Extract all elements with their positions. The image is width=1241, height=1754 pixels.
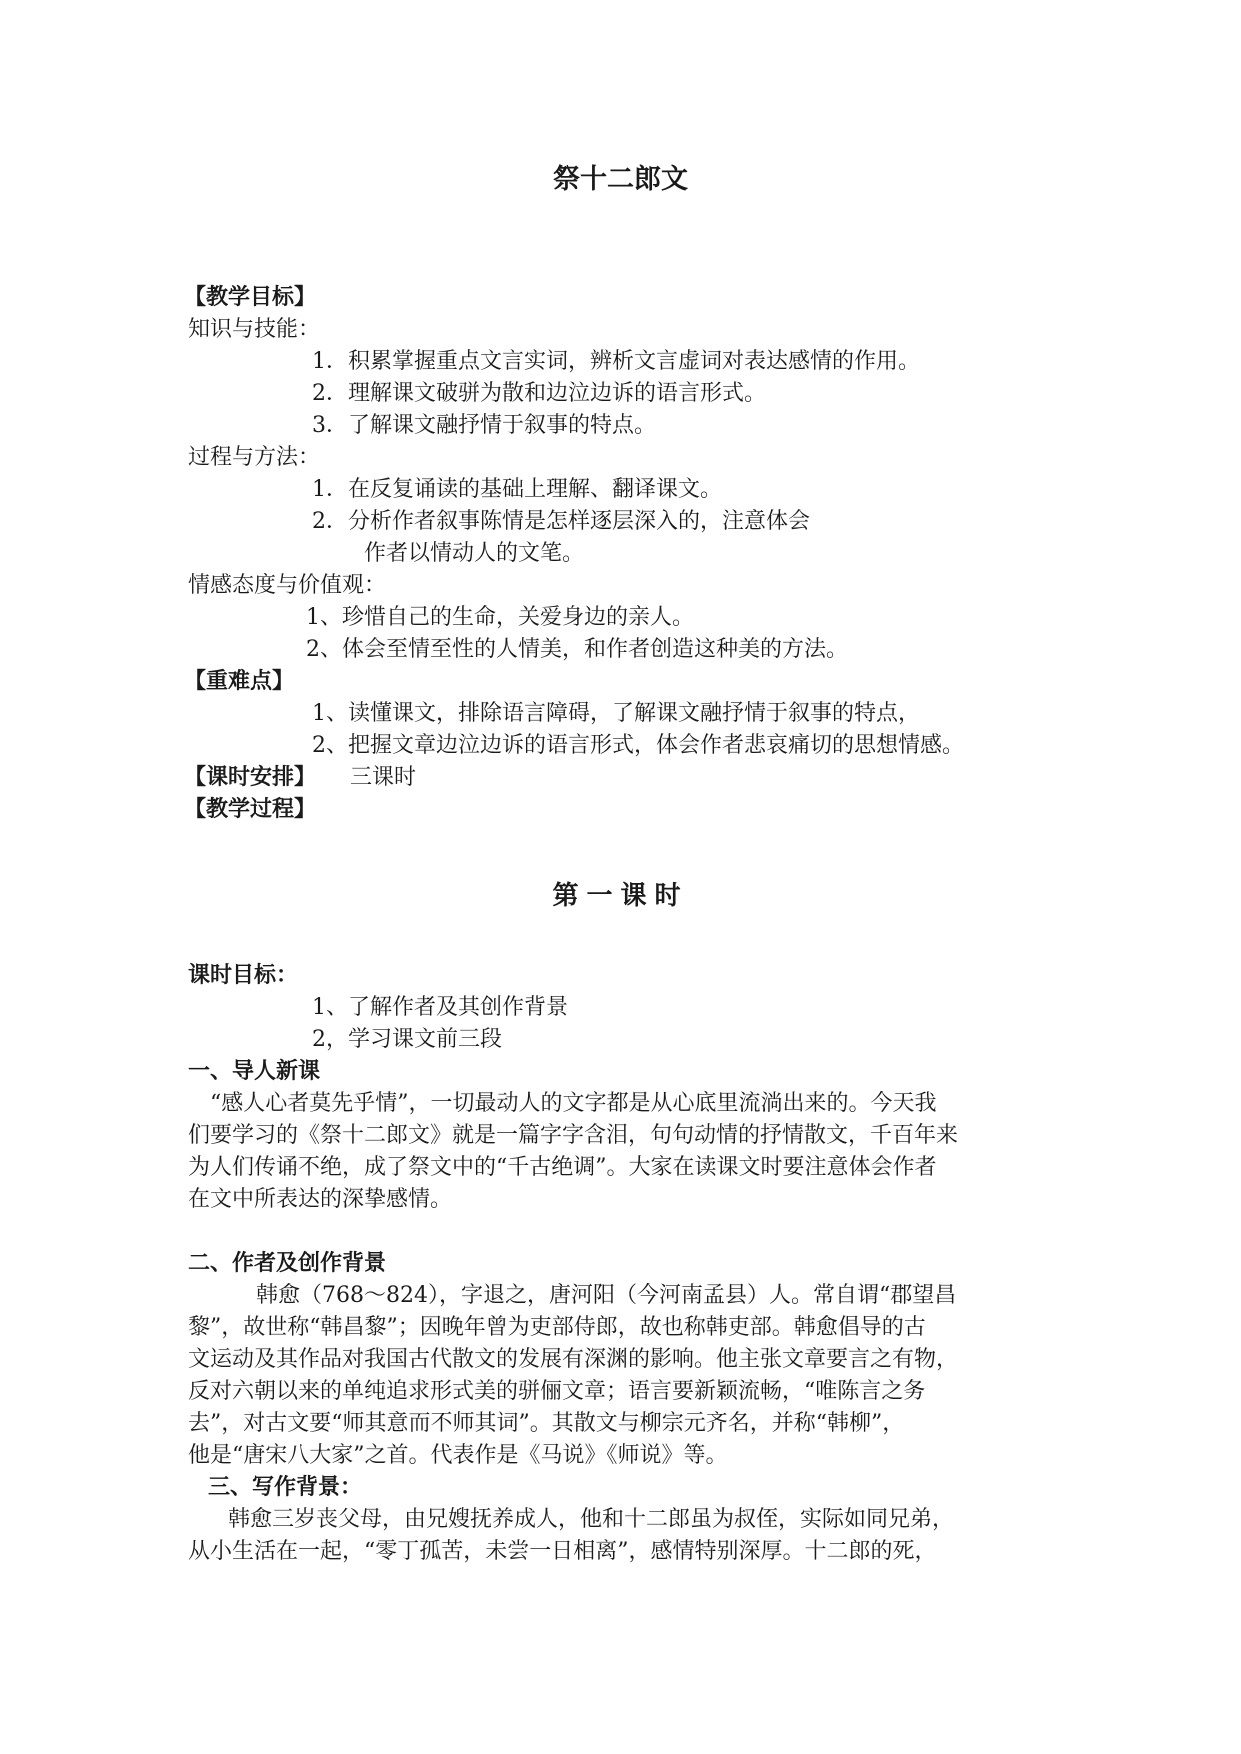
process-label: 过程与方法：: [188, 445, 321, 470]
paragraph-line: 们要学习的《祭十二郎文》就是一篇字字含泪，句句动情的抒情散文，千百年来: [188, 1123, 959, 1148]
paragraph-line: 在文中所表达的深挚感情。: [188, 1187, 453, 1212]
section-heading-background: 三、写作背景：: [208, 1475, 363, 1500]
key-point-item: 1、读懂课文，排除语言障碍，了解课文融抒情于叙事的特点，: [312, 701, 920, 726]
lesson-goal-label: 课时目标：: [188, 963, 299, 988]
key-point-item: 2、把握文章边泣边诉的语言形式，体会作者悲哀痛切的思想情感。: [312, 733, 964, 758]
emotion-label: 情感态度与价值观：: [188, 573, 387, 598]
knowledge-item: 1．积累掌握重点文言实词，辨析文言虚词对表达感情的作用。: [312, 349, 920, 374]
schedule-heading: 【课时安排】: [184, 765, 317, 790]
emotion-item: 2、体会至情至性的人情美，和作者创造这种美的方法。: [306, 637, 848, 662]
section-heading-intro: 一、导人新课: [188, 1059, 321, 1084]
schedule-value: 三课时: [350, 765, 417, 790]
paragraph-line: 文运动及其作品对我国古代散文的发展有深渊的影响。他主张文章要言之有物，: [188, 1347, 959, 1372]
knowledge-label: 知识与技能：: [188, 317, 321, 342]
knowledge-item: 2．理解课文破骈为散和边泣边诉的语言形式。: [312, 381, 766, 406]
process-item: 2．分析作者叙事陈情是怎样逐层深入的，注意体会: [312, 509, 810, 534]
lesson-title: 第一课时: [552, 881, 689, 911]
objectives-heading: 【教学目标】: [184, 285, 317, 310]
paragraph-line: 反对六朝以来的单纯追求形式美的骈俪文章；语言要新颖流畅，“唯陈言之务: [188, 1379, 926, 1404]
paragraph-line: 韩愈（768～824），字退之，唐河阳（今河南孟县）人。常自谓“郡望昌: [256, 1283, 957, 1308]
section-heading-author: 二、作者及创作背景: [188, 1251, 387, 1276]
paragraph-line: 为人们传诵不绝，成了祭文中的“千古绝调”。大家在读课文时要注意体会作者: [188, 1155, 937, 1180]
paragraph-line: 从小生活在一起，“零丁孤苦，未尝一日相离”，感情特别深厚。十二郎的死，: [188, 1539, 937, 1564]
paragraph-line: 黎”，故世称“韩昌黎”；因晚年曾为吏部侍郎，故也称韩吏部。韩愈倡导的古: [188, 1315, 926, 1340]
process-item: 1．在反复诵读的基础上理解、翻译课文。: [312, 477, 722, 502]
emotion-item: 1、珍惜自己的生命，关爱身边的亲人。: [306, 605, 694, 630]
process-item-continued: 作者以情动人的文笔。: [364, 541, 585, 566]
paragraph-line: 他是“唐宋八大家”之首。代表作是《马说》《师说》等。: [188, 1443, 728, 1468]
paragraph-line: 韩愈三岁丧父母，由兄嫂抚养成人，他和十二郎虽为叔侄，实际如同兄弟，: [228, 1507, 955, 1532]
teaching-process-heading: 【教学过程】: [184, 797, 317, 822]
knowledge-item: 3．了解课文融抒情于叙事的特点。: [312, 413, 656, 438]
document-title: 祭十二郎文: [553, 164, 688, 195]
paragraph-line: 去”，对古文要“师其意而不师其词”。其散文与柳宗元齐名，并称“韩柳”，: [188, 1411, 905, 1436]
key-points-heading: 【重难点】: [184, 669, 295, 694]
lesson-goal-item: 1、了解作者及其创作背景: [312, 995, 568, 1020]
paragraph-line: “感人心者莫先乎情”，一切最动人的文字都是从心底里流淌出来的。今天我: [210, 1091, 937, 1116]
lesson-goal-item: 2，学习课文前三段: [312, 1027, 502, 1052]
